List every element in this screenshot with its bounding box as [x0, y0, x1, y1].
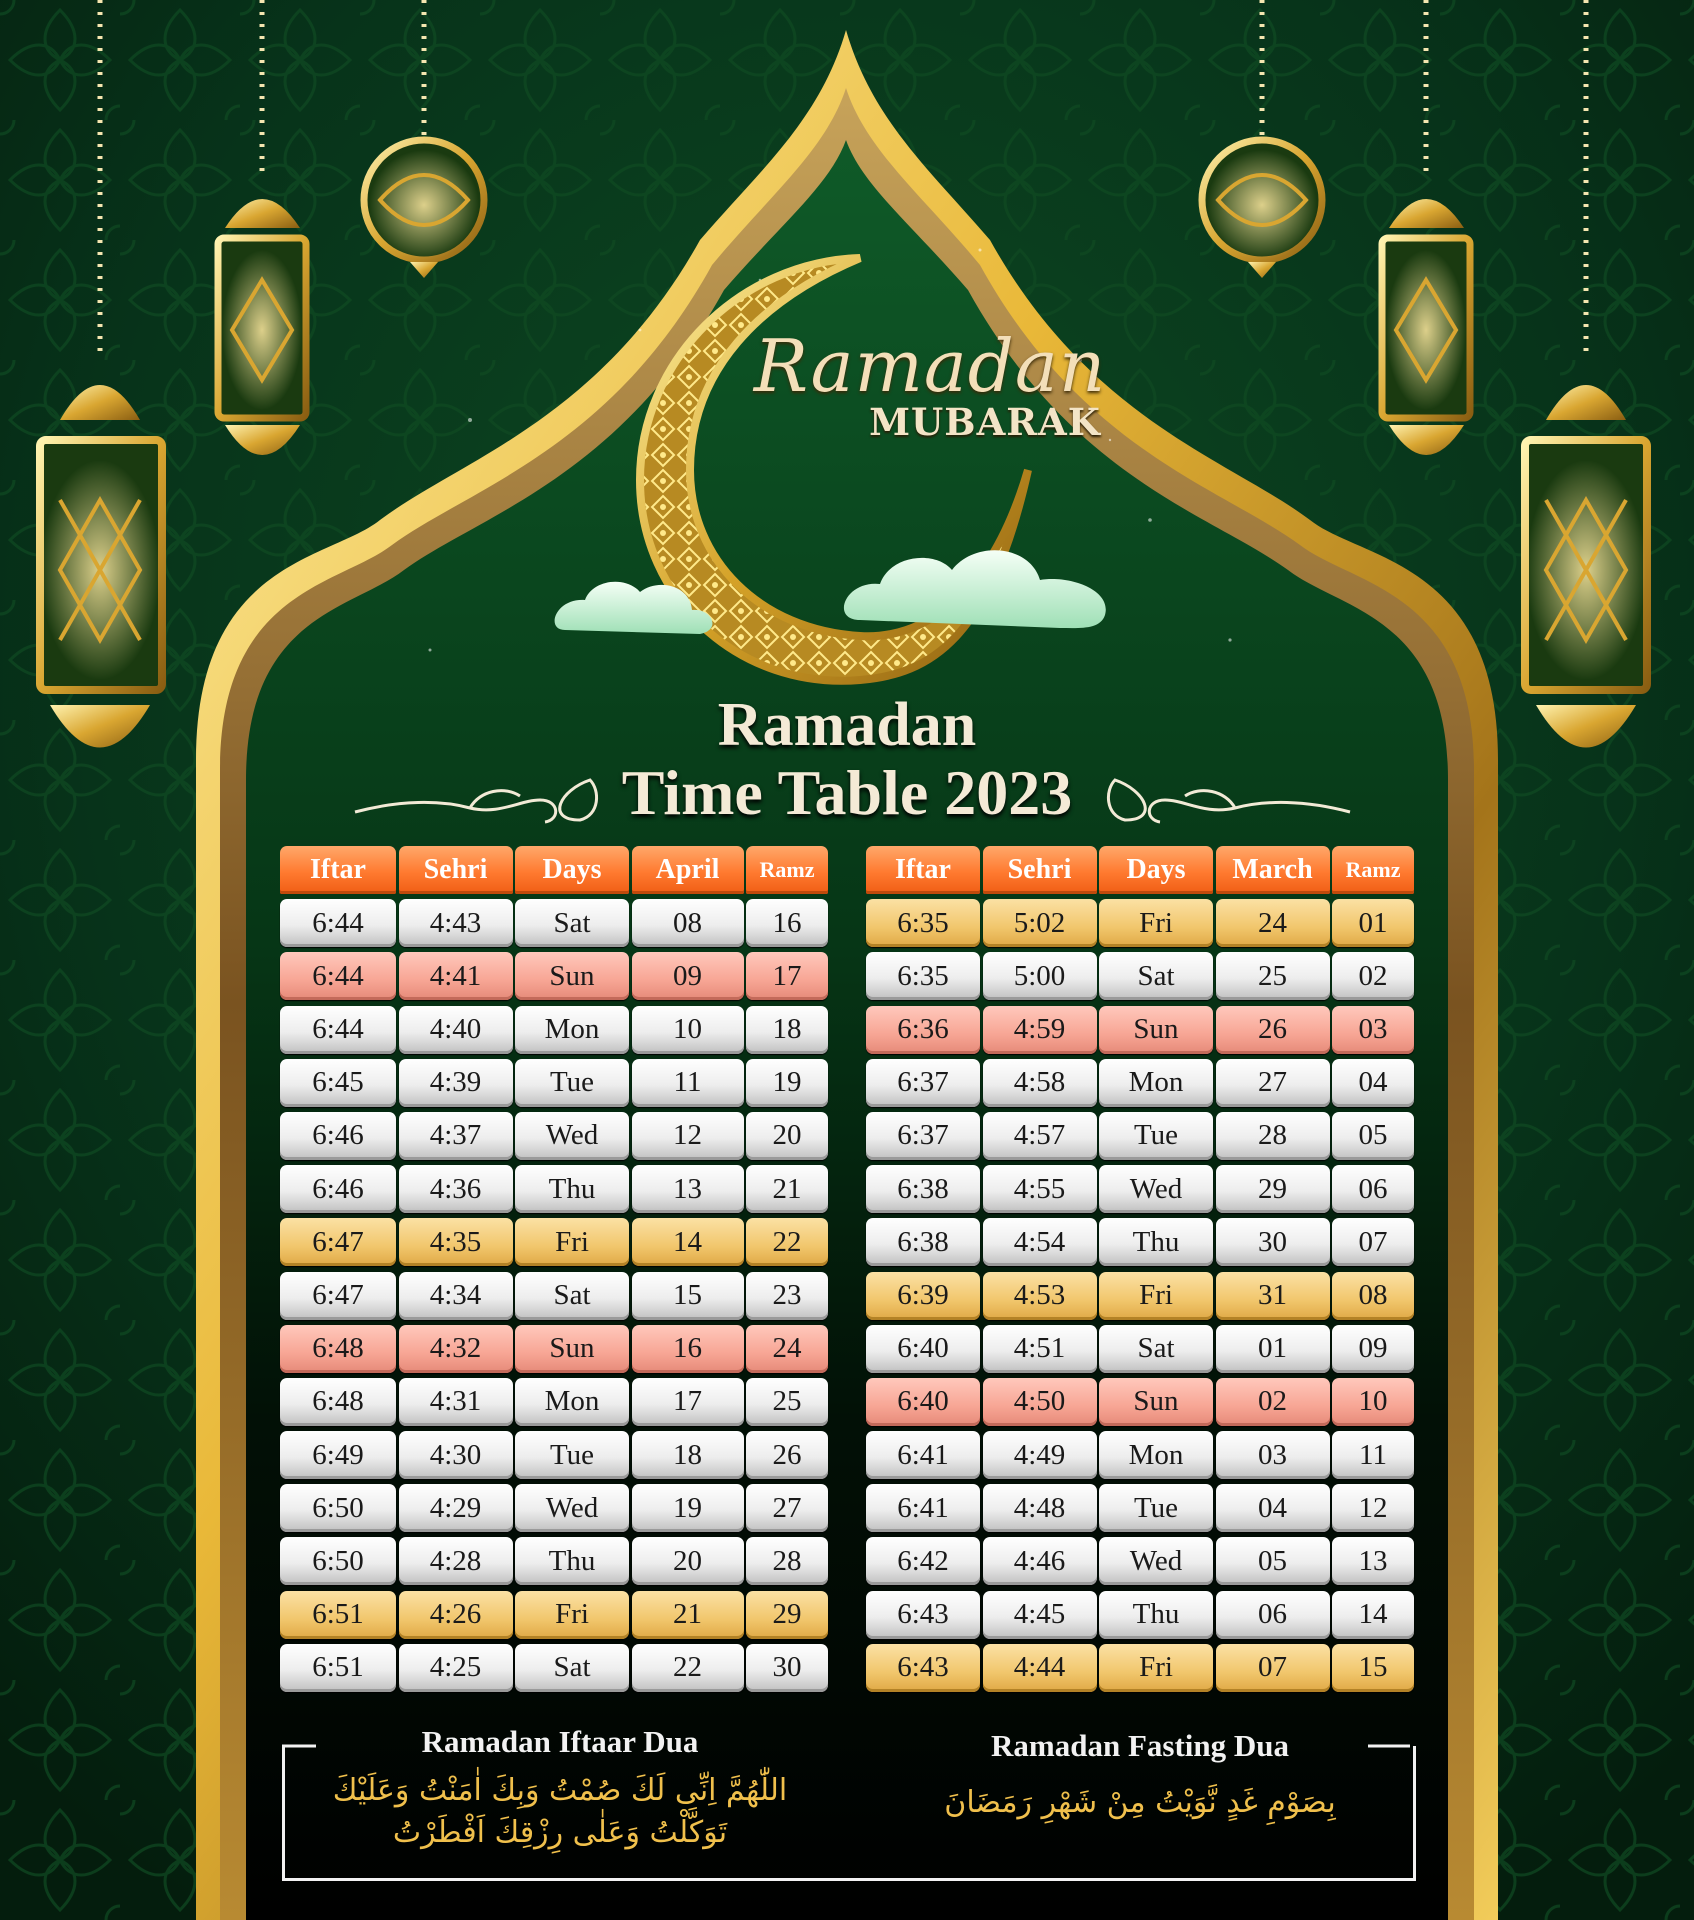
- cell-date: 02: [1216, 1378, 1330, 1426]
- cell-sehri: 4:40: [399, 1006, 513, 1054]
- cell-iftar: 6:41: [866, 1484, 980, 1532]
- column-header-days: Days: [515, 846, 629, 894]
- cell-sehri: 4:51: [983, 1325, 1097, 1373]
- cell-ramz: 05: [1332, 1112, 1414, 1160]
- cell-date: 27: [1216, 1059, 1330, 1107]
- cell-sehri: 4:29: [399, 1484, 513, 1532]
- cell-sehri: 4:26: [399, 1591, 513, 1639]
- column-header-ramz: Ramz: [1332, 846, 1414, 894]
- cell-ramz: 17: [746, 952, 828, 1000]
- cell-day: Sat: [1099, 1325, 1213, 1373]
- cell-day: Mon: [1099, 1431, 1213, 1479]
- iftaar-dua-text: [320, 1770, 800, 1854]
- cell-ramz: 16: [746, 899, 828, 947]
- cell-ramz: 20: [746, 1112, 828, 1160]
- cell-day: Tue: [515, 1431, 629, 1479]
- cell-sehri: 4:41: [399, 952, 513, 1000]
- cell-sehri: 4:35: [399, 1218, 513, 1266]
- cell-date: 22: [632, 1644, 744, 1692]
- cell-day: Thu: [1099, 1591, 1213, 1639]
- cell-ramz: 23: [746, 1272, 828, 1320]
- cell-day: Wed: [1099, 1537, 1213, 1585]
- cell-date: 31: [1216, 1272, 1330, 1320]
- cell-ramz: 28: [746, 1537, 828, 1585]
- cell-iftar: 6:46: [280, 1112, 396, 1160]
- cell-sehri: 4:44: [983, 1644, 1097, 1692]
- cell-date: 10: [632, 1006, 744, 1054]
- cell-date: 28: [1216, 1112, 1330, 1160]
- iftaar-dua-line2: تَوَكَّلْتُ وَعَلٰى رِزْقِكَ اَفْطَرْتُ: [392, 1815, 728, 1850]
- cell-ramz: 19: [746, 1059, 828, 1107]
- cell-ramz: 13: [1332, 1537, 1414, 1585]
- cell-date: 26: [1216, 1006, 1330, 1054]
- cell-date: 30: [1216, 1218, 1330, 1266]
- cell-sehri: 4:25: [399, 1644, 513, 1692]
- iftaar-dua-line1: اللّٰهُمَّ اِنِّى لَكَ صُمْتُ وَبِكَ اٰمَنْتُ وَعَلَيْكَ: [332, 1773, 788, 1808]
- cell-day: Sat: [515, 1272, 629, 1320]
- cell-date: 07: [1216, 1644, 1330, 1692]
- page-title-line2: Time Table 2023: [621, 757, 1073, 828]
- cell-iftar: 6:40: [866, 1325, 980, 1373]
- cell-date: 05: [1216, 1537, 1330, 1585]
- cell-day: Fri: [1099, 899, 1213, 947]
- cell-iftar: 6:45: [280, 1059, 396, 1107]
- cell-date: 11: [632, 1059, 744, 1107]
- cell-iftar: 6:35: [866, 899, 980, 947]
- cell-day: Mon: [515, 1378, 629, 1426]
- cell-ramz: 03: [1332, 1006, 1414, 1054]
- cell-day: Fri: [515, 1591, 629, 1639]
- cell-iftar: 6:39: [866, 1272, 980, 1320]
- cell-date: 09: [632, 952, 744, 1000]
- cell-ramz: 25: [746, 1378, 828, 1426]
- cell-sehri: 4:39: [399, 1059, 513, 1107]
- cell-sehri: 4:30: [399, 1431, 513, 1479]
- cell-iftar: 6:44: [280, 899, 396, 947]
- cell-ramz: 24: [746, 1325, 828, 1373]
- cell-day: Wed: [1099, 1165, 1213, 1213]
- cell-date: 14: [632, 1218, 744, 1266]
- cell-ramz: 01: [1332, 899, 1414, 947]
- cell-day: Sun: [1099, 1378, 1213, 1426]
- cell-ramz: 06: [1332, 1165, 1414, 1213]
- cell-ramz: 18: [746, 1006, 828, 1054]
- cell-day: Sun: [515, 952, 629, 1000]
- cell-iftar: 6:37: [866, 1112, 980, 1160]
- cell-day: Tue: [515, 1059, 629, 1107]
- cell-ramz: 02: [1332, 952, 1414, 1000]
- cell-ramz: 27: [746, 1484, 828, 1532]
- cell-day: Mon: [1099, 1059, 1213, 1107]
- column-header-march: March: [1216, 846, 1330, 894]
- cell-date: 29: [1216, 1165, 1330, 1213]
- cell-iftar: 6:51: [280, 1644, 396, 1692]
- cell-ramz: 08: [1332, 1272, 1414, 1320]
- cell-sehri: 4:43: [399, 899, 513, 947]
- cell-sehri: 4:45: [983, 1591, 1097, 1639]
- cell-date: 19: [632, 1484, 744, 1532]
- cell-iftar: 6:40: [866, 1378, 980, 1426]
- cell-sehri: 4:31: [399, 1378, 513, 1426]
- cell-day: Sat: [515, 899, 629, 947]
- cell-day: Wed: [515, 1484, 629, 1532]
- cell-date: 18: [632, 1431, 744, 1479]
- fasting-dua-title: Ramadan Fasting Dua: [991, 1728, 1289, 1763]
- cell-sehri: 4:50: [983, 1378, 1097, 1426]
- cell-day: Tue: [1099, 1484, 1213, 1532]
- cell-iftar: 6:44: [280, 1006, 396, 1054]
- cell-date: 17: [632, 1378, 744, 1426]
- cell-date: 03: [1216, 1431, 1330, 1479]
- cell-iftar: 6:41: [866, 1431, 980, 1479]
- cell-sehri: 4:59: [983, 1006, 1097, 1054]
- cell-day: Wed: [515, 1112, 629, 1160]
- cell-day: Fri: [1099, 1272, 1213, 1320]
- fasting-dua-line1: بِصَوْمِ غَدٍ نَّوَيْتُ مِنْ شَهْرِ رَمَضَانَ: [944, 1785, 1336, 1820]
- cell-date: 04: [1216, 1484, 1330, 1532]
- cell-ramz: 14: [1332, 1591, 1414, 1639]
- cell-date: 20: [632, 1537, 744, 1585]
- column-header-days: Days: [1099, 846, 1213, 894]
- cell-ramz: 04: [1332, 1059, 1414, 1107]
- cell-ramz: 09: [1332, 1325, 1414, 1373]
- cell-day: Sat: [515, 1644, 629, 1692]
- cell-day: Fri: [1099, 1644, 1213, 1692]
- cell-date: 16: [632, 1325, 744, 1373]
- column-header-sehri: Sehri: [983, 846, 1097, 894]
- cell-day: Sat: [1099, 952, 1213, 1000]
- cell-sehri: 4:36: [399, 1165, 513, 1213]
- cell-iftar: 6:38: [866, 1218, 980, 1266]
- column-header-ramz: Ramz: [746, 846, 828, 894]
- cell-day: Mon: [515, 1006, 629, 1054]
- cell-ramz: 11: [1332, 1431, 1414, 1479]
- cell-ramz: 26: [746, 1431, 828, 1479]
- cell-ramz: 10: [1332, 1378, 1414, 1426]
- cell-ramz: 12: [1332, 1484, 1414, 1532]
- cell-date: 25: [1216, 952, 1330, 1000]
- cell-day: Thu: [1099, 1218, 1213, 1266]
- cell-iftar: 6:36: [866, 1006, 980, 1054]
- cell-iftar: 6:42: [866, 1537, 980, 1585]
- cell-sehri: 4:48: [983, 1484, 1097, 1532]
- cell-sehri: 4:34: [399, 1272, 513, 1320]
- cell-iftar: 6:51: [280, 1591, 396, 1639]
- cell-iftar: 6:46: [280, 1165, 396, 1213]
- column-header-sehri: Sehri: [399, 846, 513, 894]
- cell-iftar: 6:43: [866, 1591, 980, 1639]
- cell-sehri: 4:49: [983, 1431, 1097, 1479]
- cell-iftar: 6:37: [866, 1059, 980, 1107]
- column-header-april: April: [632, 846, 744, 894]
- column-header-iftar: Iftar: [866, 846, 980, 894]
- cell-iftar: 6:48: [280, 1378, 396, 1426]
- cell-ramz: 15: [1332, 1644, 1414, 1692]
- cell-date: 24: [1216, 899, 1330, 947]
- cell-date: 08: [632, 899, 744, 947]
- cell-ramz: 07: [1332, 1218, 1414, 1266]
- cell-iftar: 6:47: [280, 1272, 396, 1320]
- cell-day: Fri: [515, 1218, 629, 1266]
- page-title-line1: Ramadan: [717, 691, 977, 759]
- cell-sehri: 4:32: [399, 1325, 513, 1373]
- cell-sehri: 4:58: [983, 1059, 1097, 1107]
- cell-date: 06: [1216, 1591, 1330, 1639]
- cell-sehri: 4:46: [983, 1537, 1097, 1585]
- cell-date: 01: [1216, 1325, 1330, 1373]
- cell-sehri: 4:53: [983, 1272, 1097, 1320]
- cell-day: Sun: [1099, 1006, 1213, 1054]
- cell-iftar: 6:50: [280, 1484, 396, 1532]
- cell-date: 21: [632, 1591, 744, 1639]
- cell-sehri: 4:37: [399, 1112, 513, 1160]
- cell-iftar: 6:47: [280, 1218, 396, 1266]
- cell-sehri: 4:55: [983, 1165, 1097, 1213]
- cell-sehri: 4:57: [983, 1112, 1097, 1160]
- cell-sehri: 4:54: [983, 1218, 1097, 1266]
- cell-ramz: 21: [746, 1165, 828, 1213]
- cell-ramz: 30: [746, 1644, 828, 1692]
- cell-iftar: 6:49: [280, 1431, 396, 1479]
- cell-ramz: 22: [746, 1218, 828, 1266]
- cell-sehri: 5:00: [983, 952, 1097, 1000]
- cell-date: 12: [632, 1112, 744, 1160]
- cell-sehri: 5:02: [983, 899, 1097, 947]
- cell-day: Tue: [1099, 1112, 1213, 1160]
- cell-iftar: 6:38: [866, 1165, 980, 1213]
- cell-iftar: 6:44: [280, 952, 396, 1000]
- brand-subtitle: MUBARAK: [869, 400, 1101, 444]
- cell-iftar: 6:48: [280, 1325, 396, 1373]
- cell-day: Thu: [515, 1537, 629, 1585]
- fasting-dua-text: [900, 1782, 1380, 1824]
- cell-date: 13: [632, 1165, 744, 1213]
- brand-script: Ramadan: [753, 324, 1107, 408]
- cell-day: Sun: [515, 1325, 629, 1373]
- cell-iftar: 6:50: [280, 1537, 396, 1585]
- column-header-iftar: Iftar: [280, 846, 396, 894]
- cell-sehri: 4:28: [399, 1537, 513, 1585]
- cell-iftar: 6:43: [866, 1644, 980, 1692]
- cell-day: Thu: [515, 1165, 629, 1213]
- iftaar-dua-title: Ramadan Iftaar Dua: [421, 1724, 699, 1759]
- cell-iftar: 6:35: [866, 952, 980, 1000]
- cell-date: 15: [632, 1272, 744, 1320]
- cell-ramz: 29: [746, 1591, 828, 1639]
